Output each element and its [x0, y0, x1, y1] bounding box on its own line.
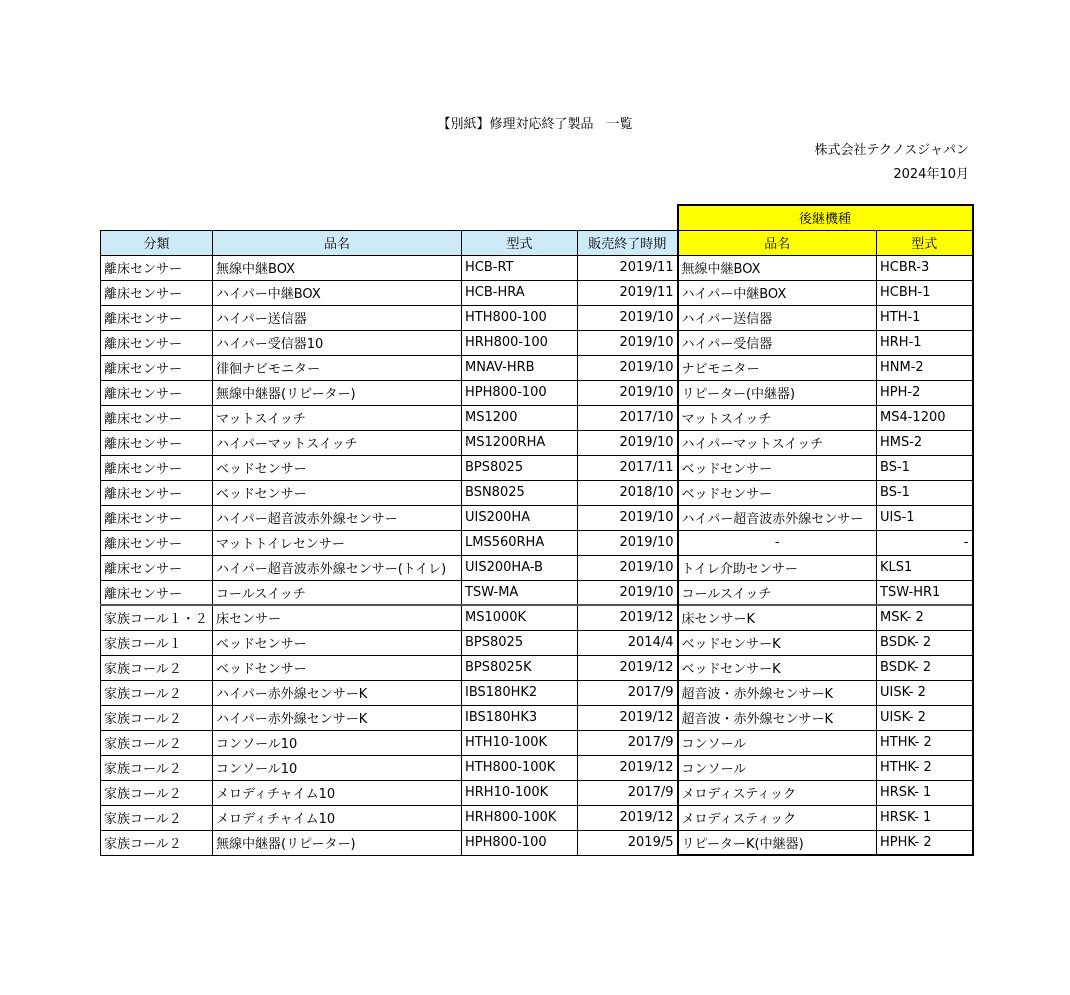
cell-successor-name: コールスイッチ — [678, 580, 877, 605]
cell-model: HPH800-100 — [462, 830, 578, 855]
cell-successor-model: HRSK- 1 — [877, 805, 973, 830]
cell-end-of-sale: 2017/10 — [578, 405, 678, 430]
cell-end-of-sale: 2019/10 — [578, 505, 678, 530]
cell-successor-model: UISK- 2 — [877, 705, 973, 730]
cell-end-of-sale: 2019/10 — [578, 380, 678, 405]
cell-successor-name: ハイパー受信器 — [678, 330, 877, 355]
cell-successor-name: ベッドセンサーK — [678, 655, 877, 680]
cell-model: IBS180HK2 — [462, 680, 578, 705]
cell-successor-name: 床センサーK — [678, 605, 877, 630]
cell-end-of-sale: 2019/12 — [578, 605, 678, 630]
cell-end-of-sale: 2019/10 — [578, 305, 678, 330]
cell-successor-model: HMS-2 — [877, 430, 973, 455]
cell-category: 家族コール１ — [101, 630, 213, 655]
cell-successor-model: HPHK- 2 — [877, 830, 973, 855]
cell-successor-name: ベッドセンサー — [678, 480, 877, 505]
cell-product-name: 徘徊ナビモニター — [213, 355, 462, 380]
cell-successor-model: HRH-1 — [877, 330, 973, 355]
cell-end-of-sale: 2019/12 — [578, 655, 678, 680]
table-row — [101, 580, 973, 605]
cell-successor-model: MSK- 2 — [877, 605, 973, 630]
cell-successor-name: 超音波・赤外線センサーK — [678, 705, 877, 730]
cell-product-name: 床センサー — [213, 605, 462, 630]
cell-successor-model: HCBR-3 — [877, 255, 973, 280]
cell-successor-model: HRSK- 1 — [877, 780, 973, 805]
cell-model: HPH800-100 — [462, 380, 578, 405]
cell-successor-name: コンソール — [678, 755, 877, 780]
cell-end-of-sale: 2019/11 — [578, 280, 678, 305]
header-end-of-sale: 販売終了時期 — [578, 230, 678, 255]
table-row — [101, 830, 973, 855]
cell-successor-name: ナビモニター — [678, 355, 877, 380]
cell-successor-model: UIS-1 — [877, 505, 973, 530]
cell-successor-model: HTHK- 2 — [877, 730, 973, 755]
cell-category: 離床センサー — [101, 580, 213, 605]
table-row — [101, 430, 973, 455]
cell-end-of-sale: 2019/10 — [578, 330, 678, 355]
discontinued-products-table — [100, 204, 974, 856]
cell-end-of-sale: 2019/12 — [578, 705, 678, 730]
table-row — [101, 255, 973, 280]
cell-product-name: マットトイレセンサー — [213, 530, 462, 555]
cell-successor-name: ベッドセンサー — [678, 455, 877, 480]
cell-category: 離床センサー — [101, 505, 213, 530]
cell-model: MS1000K — [462, 605, 578, 630]
cell-model: HTH10-100K — [462, 730, 578, 755]
cell-successor-name: ハイパー送信器 — [678, 305, 877, 330]
cell-model: MNAV-HRB — [462, 355, 578, 380]
cell-successor-name: ベッドセンサーK — [678, 630, 877, 655]
table-row — [101, 605, 973, 630]
cell-product-name: 無線中継器(リピーター) — [213, 380, 462, 405]
cell-model: MS1200RHA — [462, 430, 578, 455]
cell-successor-name: トイレ介助センサー — [678, 555, 877, 580]
document-title: 【別紙】修理対応終了製品 一覧 — [437, 117, 633, 132]
cell-end-of-sale: 2017/9 — [578, 730, 678, 755]
cell-end-of-sale: 2017/9 — [578, 680, 678, 705]
cell-successor-model: KLS1 — [877, 555, 973, 580]
cell-product-name: ベッドセンサー — [213, 630, 462, 655]
cell-successor-name: メロディスティック — [678, 780, 877, 805]
cell-model: BSN8025 — [462, 480, 578, 505]
cell-successor-model: UISK- 2 — [877, 680, 973, 705]
cell-successor-model: HTH-1 — [877, 305, 973, 330]
table-row — [101, 730, 973, 755]
cell-product-name: ベッドセンサー — [213, 480, 462, 505]
cell-successor-model: BS-1 — [877, 480, 973, 505]
document-date: 2024年10月 — [893, 167, 969, 182]
cell-product-name: ハイパー受信器10 — [213, 330, 462, 355]
header-model: 型式 — [462, 230, 578, 255]
cell-category: 離床センサー — [101, 255, 213, 280]
table-row — [101, 705, 973, 730]
cell-model: BPS8025 — [462, 455, 578, 480]
cell-product-name: コンソール10 — [213, 730, 462, 755]
cell-model: IBS180HK3 — [462, 705, 578, 730]
cell-successor-model: BSDK- 2 — [877, 630, 973, 655]
cell-successor-name: 超音波・赤外線センサーK — [678, 680, 877, 705]
cell-successor-name: ハイパー超音波赤外線センサー — [678, 505, 877, 530]
cell-successor-name: メロディスティック — [678, 805, 877, 830]
table-row — [101, 480, 973, 505]
cell-end-of-sale: 2019/12 — [578, 805, 678, 830]
cell-category: 離床センサー — [101, 305, 213, 330]
cell-category: 離床センサー — [101, 430, 213, 455]
cell-successor-model: BSDK- 2 — [877, 655, 973, 680]
cell-product-name: ベッドセンサー — [213, 455, 462, 480]
cell-successor-model: HNM-2 — [877, 355, 973, 380]
table-row — [101, 305, 973, 330]
cell-category: 離床センサー — [101, 280, 213, 305]
cell-product-name: ハイパー超音波赤外線センサー — [213, 505, 462, 530]
cell-category: 家族コール２ — [101, 730, 213, 755]
cell-product-name: コンソール10 — [213, 755, 462, 780]
cell-product-name: マットスイッチ — [213, 405, 462, 430]
cell-successor-name: マットスイッチ — [678, 405, 877, 430]
table-row — [101, 680, 973, 705]
cell-category: 離床センサー — [101, 405, 213, 430]
cell-model: HCB-HRA — [462, 280, 578, 305]
cell-product-name: 無線中継BOX — [213, 255, 462, 280]
cell-category: 家族コール２ — [101, 755, 213, 780]
cell-product-name: ハイパー送信器 — [213, 305, 462, 330]
cell-end-of-sale: 2019/10 — [578, 355, 678, 380]
cell-model: UIS200HA-B — [462, 555, 578, 580]
cell-category: 離床センサー — [101, 455, 213, 480]
cell-end-of-sale: 2019/11 — [578, 255, 678, 280]
cell-model: BPS8025 — [462, 630, 578, 655]
table-row — [101, 655, 973, 680]
cell-end-of-sale: 2019/10 — [578, 430, 678, 455]
cell-category: 家族コール２ — [101, 780, 213, 805]
table-row — [101, 330, 973, 355]
cell-model: BPS8025K — [462, 655, 578, 680]
cell-model: HRH800-100K — [462, 805, 578, 830]
table-row — [101, 755, 973, 780]
cell-end-of-sale: 2017/9 — [578, 780, 678, 805]
cell-successor-name: - — [678, 530, 877, 555]
cell-successor-model: MS4-1200 — [877, 405, 973, 430]
table-row — [101, 405, 973, 430]
cell-product-name: コールスイッチ — [213, 580, 462, 605]
cell-successor-name: ハイパーマットスイッチ — [678, 430, 877, 455]
cell-product-name: ハイパーマットスイッチ — [213, 430, 462, 455]
successor-group-row — [101, 205, 973, 230]
header-successor-model: 型式 — [877, 230, 973, 255]
cell-successor-model: HCBH-1 — [877, 280, 973, 305]
cell-product-name: ベッドセンサー — [213, 655, 462, 680]
cell-category: 家族コール２ — [101, 655, 213, 680]
cell-product-name: ハイパー超音波赤外線センサー(トイレ) — [213, 555, 462, 580]
cell-end-of-sale: 2017/11 — [578, 455, 678, 480]
table-row — [101, 780, 973, 805]
table-row — [101, 805, 973, 830]
cell-product-name: 無線中継器(リピーター) — [213, 830, 462, 855]
cell-model: MS1200 — [462, 405, 578, 430]
cell-category: 家族コール２ — [101, 705, 213, 730]
cell-category: 家族コール２ — [101, 830, 213, 855]
cell-successor-name: リピーター(中継器) — [678, 380, 877, 405]
cell-category: 離床センサー — [101, 355, 213, 380]
cell-model: TSW-MA — [462, 580, 578, 605]
cell-model: HTH800-100K — [462, 755, 578, 780]
table-row — [101, 630, 973, 655]
cell-end-of-sale: 2019/5 — [578, 830, 678, 855]
cell-successor-name: 無線中継BOX — [678, 255, 877, 280]
cell-product-name: ハイパー赤外線センサーK — [213, 680, 462, 705]
cell-product-name: メロディチャイム10 — [213, 805, 462, 830]
cell-category: 離床センサー — [101, 480, 213, 505]
cell-model: LMS560RHA — [462, 530, 578, 555]
cell-product-name: ハイパー赤外線センサーK — [213, 705, 462, 730]
cell-category: 離床センサー — [101, 380, 213, 405]
cell-category: 離床センサー — [101, 555, 213, 580]
company-name: 株式会社テクノスジャパン — [814, 143, 969, 158]
cell-model: HRH800-100 — [462, 330, 578, 355]
cell-successor-model: - — [877, 530, 973, 555]
cell-successor-model: BS-1 — [877, 455, 973, 480]
table-row — [101, 455, 973, 480]
header-category: 分類 — [101, 230, 213, 255]
cell-category: 家族コール１・２ — [101, 605, 213, 630]
cell-product-name: メロディチャイム10 — [213, 780, 462, 805]
cell-product-name: ハイパー中継BOX — [213, 280, 462, 305]
table-row — [101, 355, 973, 380]
successor-group-header: 後継機種 — [678, 205, 973, 230]
cell-successor-model: HTHK- 2 — [877, 755, 973, 780]
header-row — [101, 230, 973, 255]
cell-end-of-sale: 2019/10 — [578, 580, 678, 605]
cell-end-of-sale: 2018/10 — [578, 480, 678, 505]
cell-end-of-sale: 2019/10 — [578, 555, 678, 580]
cell-model: HCB-RT — [462, 255, 578, 280]
header-product-name: 品名 — [213, 230, 462, 255]
cell-category: 家族コール２ — [101, 805, 213, 830]
cell-successor-name: ハイパー中継BOX — [678, 280, 877, 305]
table-row — [101, 505, 973, 530]
cell-successor-model: HPH-2 — [877, 380, 973, 405]
table-row — [101, 530, 973, 555]
cell-model: UIS200HA — [462, 505, 578, 530]
cell-end-of-sale: 2014/4 — [578, 630, 678, 655]
header-successor-name: 品名 — [678, 230, 877, 255]
cell-category: 離床センサー — [101, 530, 213, 555]
cell-end-of-sale: 2019/12 — [578, 755, 678, 780]
table-row — [101, 555, 973, 580]
table-row — [101, 380, 973, 405]
table-row — [101, 280, 973, 305]
cell-successor-model: TSW-HR1 — [877, 580, 973, 605]
cell-model: HRH10-100K — [462, 780, 578, 805]
cell-end-of-sale: 2019/10 — [578, 530, 678, 555]
cell-category: 家族コール２ — [101, 680, 213, 705]
cell-category: 離床センサー — [101, 330, 213, 355]
cell-successor-name: リピーターK(中継器) — [678, 830, 877, 855]
cell-successor-name: コンソール — [678, 730, 877, 755]
cell-model: HTH800-100 — [462, 305, 578, 330]
